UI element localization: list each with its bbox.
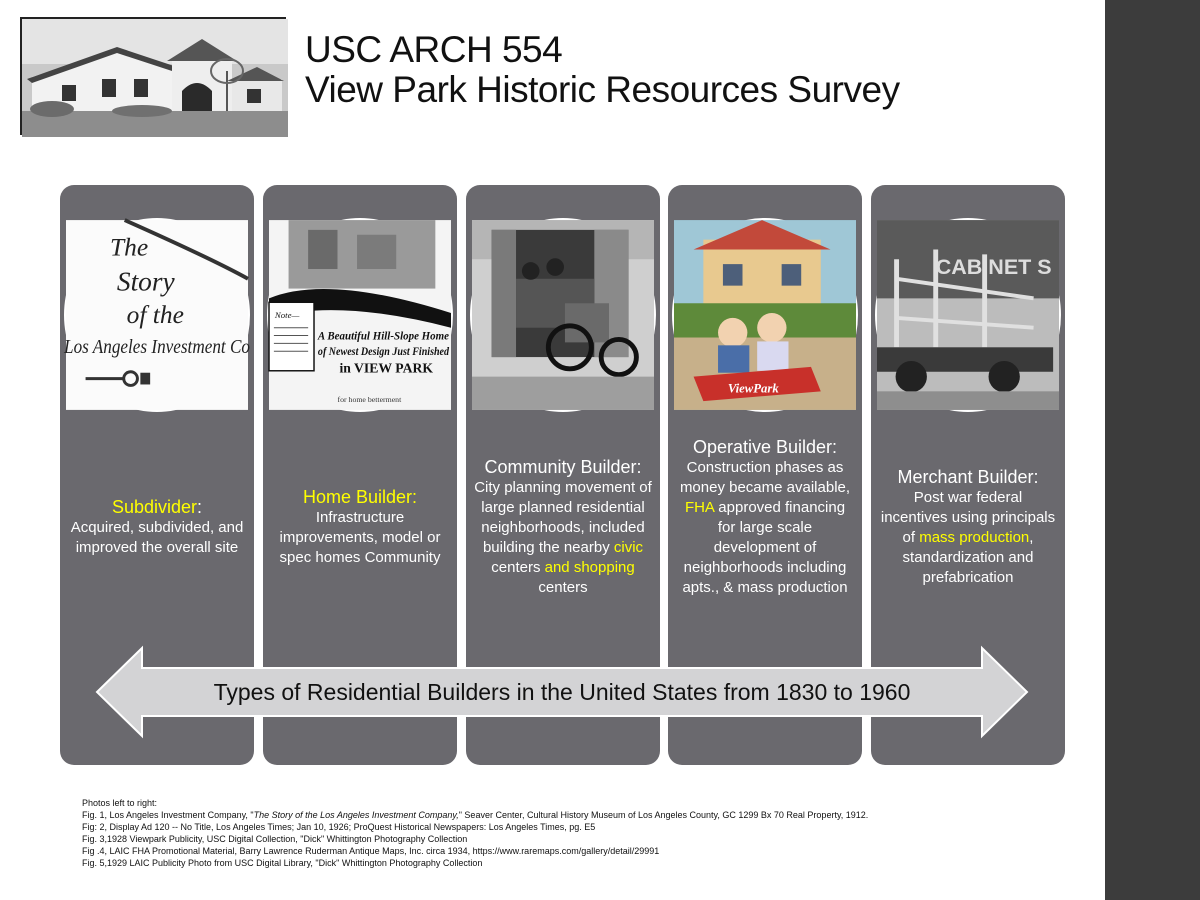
community-builder-text: City planning movement of large planned residential neighborhoods, included building the nearby civic centers and shopping centers (474, 479, 652, 596)
highlight-shopping: and shopping (544, 559, 635, 576)
merchant-builder-description (879, 467, 1057, 588)
ad-headline-line-1: A Beautiful Hill-Slope Home (316, 329, 450, 343)
subdivider-description (68, 497, 246, 558)
subdivider-heading: Subdivider (111, 497, 198, 517)
community-builder-heading: Community Builder: (484, 457, 642, 477)
book-text-line-4: Los Angeles Investment Co (63, 336, 250, 359)
highlight-civic: civic (613, 539, 644, 556)
credit-fig-5: Fig. 5,1929 LAIC Publicity Photo from USC Digital Library, "Dick" Whittington Photography Collection (82, 858, 483, 868)
fire-truck-photo-graphic (472, 220, 654, 410)
book-text-line-2: Story (116, 266, 175, 297)
fha-promo-graphic (674, 220, 856, 410)
highlight-fha: FHA (684, 499, 715, 516)
ad-note-text: Note— (274, 309, 300, 320)
credit-fig-3: Fig. 3,1928 Viewpark Publicity, USC Digital Collection, "Dick" Whittington Photography Collection (82, 834, 468, 844)
credits-intro: Photos left to right: (82, 798, 158, 808)
credit-fig-1: Fig. 1, Los Angeles Investment Company, "The Story of the Los Angeles Investment Company," Seaver Center, Cultural History Museum of Los Angeles County, GC 1299 Bx 70 Real Property, 1912. (82, 810, 869, 820)
newspaper-ad-graphic (269, 220, 451, 410)
survey-title: View Park Historic Resources Survey (305, 69, 900, 110)
community-builder-photo (470, 218, 656, 412)
truck-photo-graphic (877, 220, 1059, 410)
merchant-builder-text: Post war federal incentives using principals of mass production, standardization and prefabrication (880, 489, 1056, 586)
operative-builder-photo (672, 218, 858, 412)
course-title: USC ARCH 554 (305, 29, 563, 70)
photo-credits (82, 797, 868, 869)
house-photo-graphic (22, 19, 288, 137)
ad-footer-text: for home betterment (337, 395, 402, 405)
book-cover-graphic (63, 220, 250, 410)
subdivider-heading-colon: : (197, 497, 203, 517)
ad-headline-line-3: in VIEW PARK (339, 360, 434, 376)
home-builder-description (271, 487, 449, 568)
home-builder-heading: Home Builder: (302, 487, 418, 507)
credit-fig-4: Fig .4, LAIC FHA Promotional Material, Barry Lawrence Ruderman Antique Maps, Inc. circa 1934, https://www.raremaps.com/gallery/detail/29991 (82, 846, 660, 856)
subdivider-photo (64, 218, 250, 412)
operative-builder-description (676, 437, 854, 598)
home-builder-photo (267, 218, 453, 412)
timeline-banner-text: Types of Residential Builders in the United States from 1830 to 1960 (213, 679, 911, 705)
cabinet-sign-text: CABINET S (935, 254, 1052, 279)
credit-fig-2: Fig: 2, Display Ad 120 -- No Title, Los Angeles Times; Jan 10, 1926; ProQuest Historical Newspapers: Los Angeles Times, pg. E5 (82, 822, 596, 832)
highlight-mass-production: mass production (919, 529, 1030, 546)
book-text-line-3: of the (126, 299, 184, 329)
book-text-line-1: The (110, 232, 149, 262)
operative-builder-heading: Operative Builder: (692, 437, 838, 457)
header-house-photo (20, 17, 286, 135)
merchant-builder-photo (875, 218, 1061, 412)
subdivider-text: Acquired, subdivided, and improved the overall site (70, 519, 244, 556)
wagon-label: ViewPark (727, 381, 779, 396)
operative-builder-text: Construction phases as money became available, FHA approved financing for large scale development of neighborhoods including apts., & mass production (679, 459, 851, 596)
ad-headline-line-2: of Newest Design Just Finished (317, 345, 451, 359)
right-sidebar-band (1105, 0, 1200, 900)
page-title (305, 30, 900, 110)
merchant-builder-heading: Merchant Builder: (897, 467, 1039, 487)
home-builder-text: Infrastructure improvements, model or spec homes Community (279, 509, 441, 566)
community-builder-description (474, 457, 652, 598)
